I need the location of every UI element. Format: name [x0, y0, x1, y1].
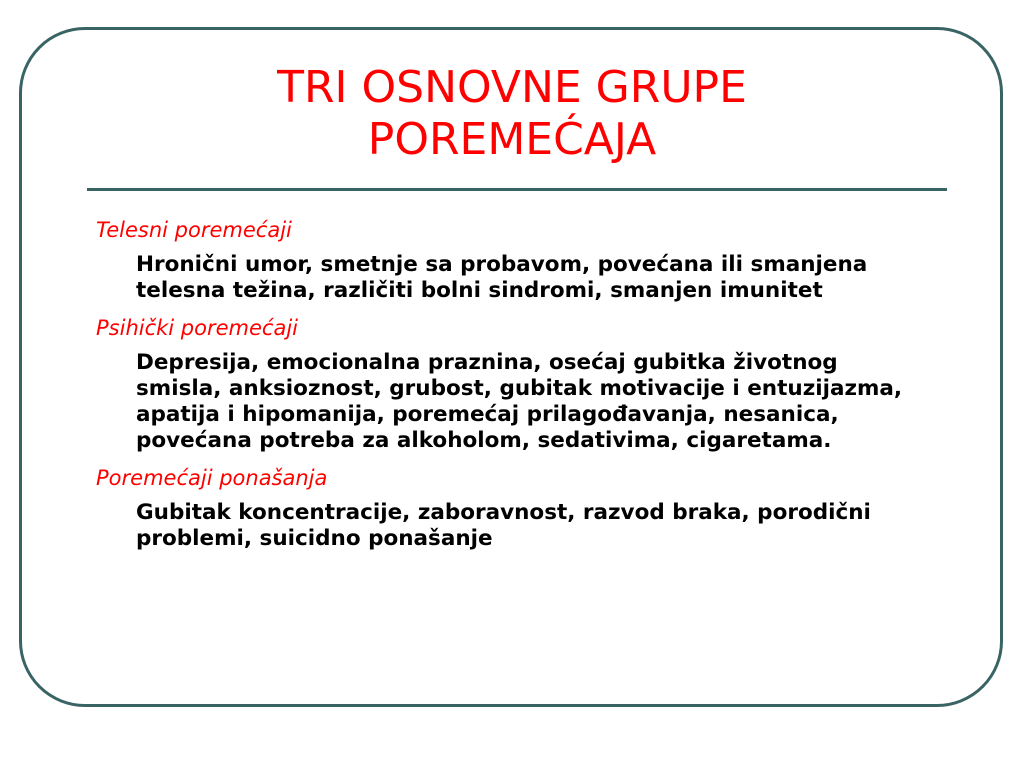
slide-content [96, 215, 926, 561]
section-body-psychological: Depresija, emocionalna praznina, osećaj gubitka životnog smisla, anksioznost, grubost, gubitak motivacije i entuzijazma, apatija i hipomanija, poremećaj prilagođavanja, nesanica, povećana potreba za alkoholom, sedativima, cigaretama. [136, 350, 903, 453]
section-heading-psychological: Psihički poremećaji [96, 316, 298, 340]
slide-title [80, 62, 944, 166]
title-line-1: TRI OSNOVNE GRUPE [277, 62, 747, 113]
section-heading-physical: Telesni poremećaji [96, 218, 292, 242]
section-body-behavioral: Gubitak koncentracije, zaboravnost, razvod braka, porodični problemi, suicidno ponašanje [136, 500, 871, 551]
title-line-2: POREMEĆAJA [367, 114, 657, 165]
title-divider [87, 188, 947, 191]
section-heading-behavioral: Poremećaji ponašanja [96, 466, 328, 490]
section-body-physical: Hronični umor, smetnje sa probavom, povećana ili smanjena telesna težina, različiti bolni sindromi, smanjen imunitet [136, 252, 868, 303]
